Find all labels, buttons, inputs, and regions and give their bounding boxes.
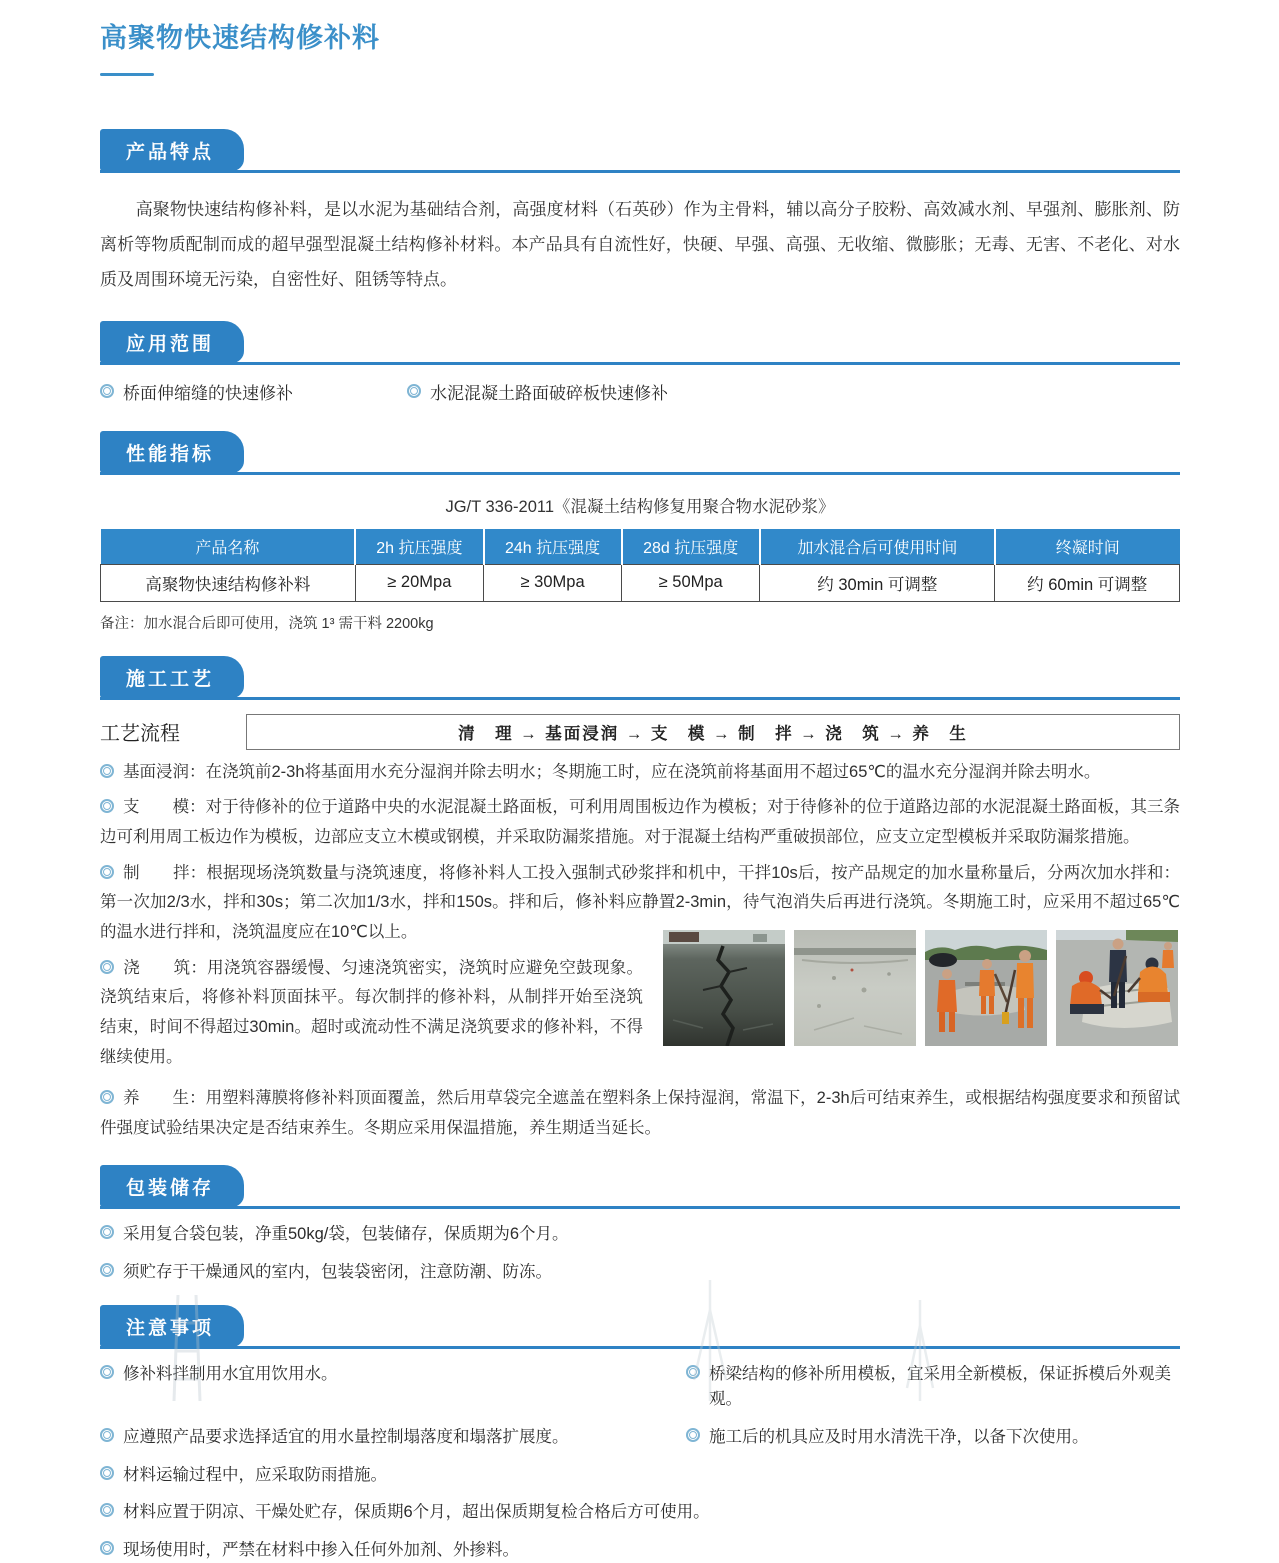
bullseye-bullet-icon — [100, 799, 114, 813]
workers-patching-photo — [1056, 930, 1178, 1046]
list-item — [100, 1500, 1180, 1525]
section-header-packaging — [100, 1164, 1180, 1209]
table-header-cell: 产品名称 — [101, 529, 356, 565]
table-header-cell: 24h 抗压强度 — [484, 529, 622, 565]
bullseye-bullet-icon — [100, 764, 114, 778]
bullseye-bullet-icon — [100, 1503, 114, 1517]
list-item — [100, 1260, 1180, 1285]
bullseye-bullet-icon — [100, 1365, 114, 1379]
table-cell: 约 30min 可调整 — [760, 564, 995, 601]
process-step — [100, 1084, 1180, 1143]
note-item-text: 应遵照产品要求选择适宜的用水量控制塌落度和塌落扩展度。 — [123, 1427, 569, 1446]
table-remark: 备注：加水混合后即可使用，浇筑 1³ 需干料 2200kg — [100, 615, 434, 632]
section-header-applications — [100, 320, 1180, 365]
note-item-text: 桥梁结构的修补所用模板，宜采用全新模板，保证拆模后外观美观。 — [709, 1365, 1171, 1409]
section-header-features — [100, 128, 1180, 173]
flow-label: 工艺流程 — [100, 723, 180, 746]
page-content — [100, 0, 1180, 1563]
bullseye-bullet-icon — [100, 1263, 114, 1277]
notes-row — [100, 1362, 1180, 1412]
step-text: 支 模：对于待修补的位于道路中央的水泥混凝土路面板，可利用周围板边作为模板；对于待修补的位于道路边部的水泥混凝土路面板，其三条边可利用周工板边作为模板，边部应支立木模或钢模，并采取防漏浆措施。对于混凝土结构严重破损部位，应支立定型模板并采取防漏浆措施。 — [100, 798, 1180, 846]
worn-concrete-surface-photo — [794, 930, 916, 1046]
list-item — [686, 1362, 1180, 1412]
packaging-heading-badge: 包装储存 — [100, 1165, 244, 1207]
bullseye-bullet-icon — [100, 1466, 114, 1480]
table-row — [101, 564, 1180, 601]
list-item — [100, 1425, 686, 1450]
road-repair-crew-photo — [925, 930, 1047, 1046]
performance-table — [100, 529, 1180, 602]
page-title: 高聚物快速结构修补料 — [100, 23, 380, 53]
bullseye-bullet-icon — [100, 1541, 114, 1555]
list-item — [100, 1538, 1180, 1563]
bullseye-bullet-icon — [100, 384, 114, 398]
list-item — [100, 1362, 686, 1412]
packaging-item-text: 须贮存于干燥通风的室内，包装袋密闭，注意防潮、防冻。 — [123, 1262, 552, 1281]
performance-heading-badge: 性能指标 — [100, 431, 244, 473]
standard-reference: JG/T 336-2011《混凝土结构修复用聚合物水泥砂浆》 — [445, 497, 835, 516]
note-item-text: 现场使用时，严禁在材料中掺入任何外加剂、外掺料。 — [123, 1541, 519, 1560]
notes-row — [100, 1425, 1180, 1450]
table-cell: 约 60min 可调整 — [995, 564, 1180, 601]
step-text: 养 生：用塑料薄膜将修补料顶面覆盖，然后用草袋完全遮盖在塑料条上保持湿润，常温下，2-3h后可结束养生，或根据结构强度要求和预留试件强度试验结果决定是否结束养生。冬期应采用保温措施，养生期适当延长。 — [100, 1089, 1180, 1138]
title-underline — [100, 73, 154, 76]
bullseye-bullet-icon — [100, 1225, 114, 1239]
features-heading-badge: 产品特点 — [100, 129, 244, 171]
note-item-text: 材料运输过程中，应采取防雨措施。 — [123, 1465, 387, 1484]
note-item-text: 施工后的机具应及时用水清洗干净，以备下次使用。 — [709, 1427, 1089, 1446]
section-header-process — [100, 655, 1180, 700]
process-steps — [100, 758, 1180, 1144]
table-cell: ≥ 30Mpa — [484, 564, 622, 601]
note-item-text: 修补料拌制用水宜用饮用水。 — [123, 1365, 338, 1384]
notes-heading-badge: 注意事项 — [100, 1305, 244, 1347]
flow-sequence: 清 理 → 基面浸润 → 支 模 → 制 拌 → 浇 筑 → 养 生 — [246, 714, 1180, 750]
table-cell: ≥ 50Mpa — [622, 564, 760, 601]
table-header-cell: 2h 抗压强度 — [355, 529, 483, 565]
bullseye-bullet-icon — [686, 1428, 700, 1442]
table-cell: ≥ 20Mpa — [355, 564, 483, 601]
bullseye-bullet-icon — [100, 1428, 114, 1442]
features-paragraph: 高聚物快速结构修补料，是以水泥为基础结合剂，高强度材料（石英砂）作为主骨料，辅以高分子胶粉、高效减水剂、早强剂、膨胀剂、防离析等物质配制而成的超早强型混凝土结构修补材料。本产品具有自流性好，快硬、早强、高强、无收缩、微膨胀；无毒、无害、不老化、对水质及周围环境无污染，自密性好、阻锈等特点。 — [100, 200, 1180, 289]
applications-list — [100, 379, 1180, 404]
step-text: 制 拌：根据现场浇筑数量与浇筑速度，将修补料人工投入强制式砂浆拌和机中，干拌10s后，按产品规定的加水量称量后，分两次加水拌和：第一次加2/3水，拌和30s；第二次加1/3水，拌和150s。拌和后，修补料应静置2-3min，待气泡消失后再进行浇筑。冬期施工时，应采用不超过65℃的温水进行拌和，浇筑温度应在10℃以上。 — [100, 863, 1180, 941]
table-header-cell: 28d 抗压强度 — [622, 529, 760, 565]
note-item-text: 材料应置于阴凉、干燥处贮存，保质期6个月，超出保质期复检合格后方可使用。 — [123, 1503, 710, 1522]
bullseye-bullet-icon — [100, 865, 114, 879]
process-step — [100, 793, 1180, 852]
process-step — [100, 758, 1180, 788]
section-header-notes — [100, 1304, 1180, 1349]
table-header-cell: 加水混合后可使用时间 — [760, 529, 995, 565]
step-text: 基面浸润：在浇筑前2-3h将基面用水充分湿润并除去明水；冬期施工时，应在浇筑前将基面用不超过65℃的温水充分湿润并除去明水。 — [123, 762, 1101, 781]
bullseye-bullet-icon — [100, 960, 114, 974]
process-heading-badge: 施工工艺 — [100, 656, 244, 698]
table-header-cell: 终凝时间 — [995, 529, 1180, 565]
application-item-label: 水泥混凝土路面破碎板快速修补 — [430, 383, 668, 403]
list-item — [100, 1222, 1180, 1247]
cracked-pavement-photo — [663, 930, 785, 1046]
packaging-item-text: 采用复合袋包装，净重50kg/袋，包装储存，保质期为6个月。 — [123, 1224, 569, 1243]
bullseye-bullet-icon — [686, 1365, 700, 1379]
table-header-row — [101, 529, 1180, 565]
step-text: 浇 筑：用浇筑容器缓慢、匀速浇筑密实，浇筑时应避免空鼓现象。浇筑结束后，将修补料顶面抹平。每次制拌的修补料，从制拌开始至浇筑结束，时间不得超过30min。超时或流动性不满足浇筑要求的修补料，不得继续使用。 — [100, 958, 643, 1066]
list-item — [686, 1425, 1180, 1450]
list-item — [100, 1463, 1180, 1488]
bullseye-bullet-icon — [407, 384, 421, 398]
bullseye-bullet-icon — [100, 1090, 114, 1104]
table-cell: 高聚物快速结构修补料 — [101, 564, 356, 601]
process-flow-row — [100, 714, 1180, 750]
list-item — [407, 379, 668, 404]
application-item-label: 桥面伸缩缝的快速修补 — [123, 383, 293, 403]
section-header-performance — [100, 430, 1180, 475]
applications-heading-badge: 应用范围 — [100, 321, 244, 363]
list-item — [100, 379, 407, 404]
process-photos — [663, 930, 1180, 1046]
